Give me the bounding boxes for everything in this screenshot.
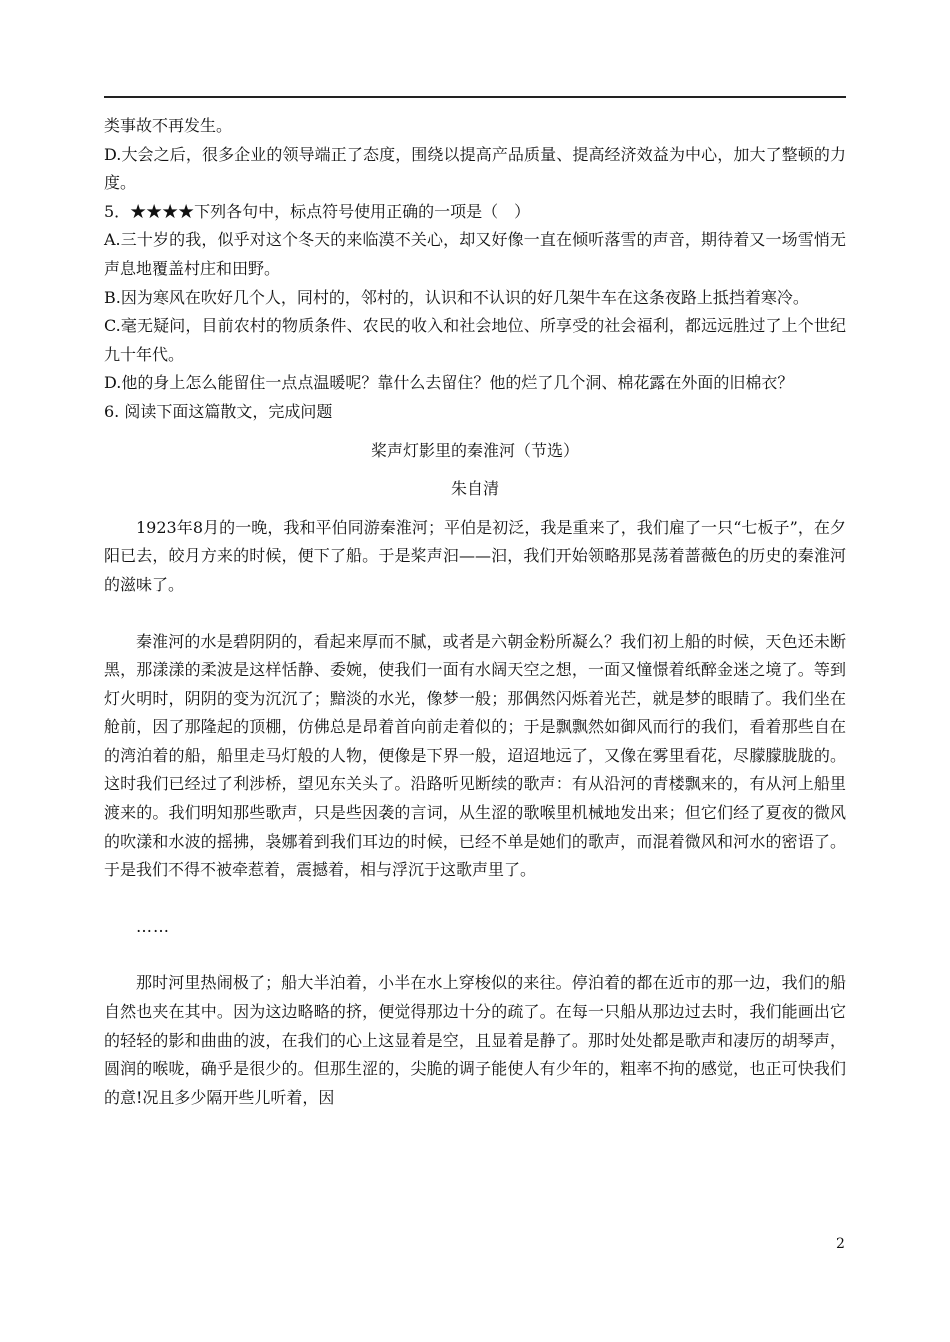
- question-6: 6. 阅读下面这篇散文，完成问题: [104, 401, 333, 421]
- option-b: B.因为寒风在吹好几个人，同村的，邻村的，认识和不认识的好几架牛车在这条夜路上抵挡着寒冷。: [104, 287, 809, 307]
- option-a: A.三十岁的我，似乎对这个冬天的来临漠不关心，却又好像一直在倾听落雪的声音，期待着又一场雪悄无声息地覆盖村庄和田野。: [104, 230, 846, 278]
- essay-title: 桨声灯影里的秦淮河（节选）: [370, 440, 579, 460]
- paragraph-1: 1923年8月的一晚，我和平伯同游秦淮河；平伯是初泛，我是重来了，我们雇了一只“七板子”，在夕阳已去，皎月方来的时候，便下了船。于是桨声汩——汩，我们开始领略那晃荡着蔷薇色的历史的秦淮河的滋味了。: [104, 517, 846, 594]
- question-5: 5．★★★★下列各句中，标点符号使用正确的一项是（ ）: [104, 201, 531, 221]
- option-c: C.毫无疑问，目前农村的物质条件、农民的收入和社会地位、所享受的社会福利，都远远胜过了上个世纪九十年代。: [104, 316, 846, 364]
- option-d: D.他的身上怎么能留住一点点温暖呢？靠什么去留住？他的烂了几个洞、棉花露在外面的旧棉衣？: [104, 373, 794, 393]
- essay-author: 朱自清: [450, 479, 499, 499]
- paragraph-3: 那时河里热闹极了；船大半泊着，小半在水上穿梭似的来往。停泊着的都在近市的那一边，我们的船自然也夹在其中。因为这边略略的挤，便觉得那边十分的疏了。在每一只船从那边过去时，我们能画出它的轻轻的影和曲曲的波，在我们的心上这显着是空，且显着是静了。那时处处都是歌声和凄厉的胡琴声，圆润的喉咙，确乎是很少的。但那生涩的，尖脆的调子能使人有少年的，粗率不拘的感觉，也正可快我们的意!况且多少隔开些儿听着，因: [104, 973, 846, 1107]
- page-number: 2: [836, 1236, 845, 1252]
- page-content: [104, 112, 846, 1112]
- ellipsis: ……: [136, 916, 170, 936]
- option-d-line: D.大会之后，很多企业的领导端正了态度，围绕以提高产品质量、提高经济效益为中心，加大了整顿的力度。: [104, 144, 846, 193]
- paragraph-2: 秦淮河的水是碧阴阴的，看起来厚而不腻，或者是六朝金粉所凝么？我们初上船的时候，天色还未断黑，那漾漾的柔波是这样恬静、委婉，使我们一面有水阔天空之想，一面又憧憬着纸醉金迷之境了。等到灯火明时，阴阴的变为沉沉了；黯淡的水光，像梦一般；那偶然闪烁着光芒，就是梦的眼睛了。我们坐在舱前，因了那隆起的顶棚，仿佛总是昂着首向前走着似的；于是飘飘然如御风而行的我们，看着那些自在的湾泊着的船，船里走马灯般的人物，便像是下界一般，迢迢地远了，又像在雾里看花，尽朦朦胧胧的。这时我们已经过了利涉桥，望见东关头了。沿路听见断续的歌声：有从沿河的青楼飘来的，有从河上船里渡来的。我们明知那些歌声，只是些因袭的言词，从生涩的歌喉里机械地发出来；但它们经了夏夜的微风的吹漾和水波的摇拂，袅娜着到我们耳边的时候，已经不单是她们的歌声，而混着微风和河水的密语了。于是我们不得不被牵惹着，震撼着，相与浮沉于这歌声里了。: [104, 631, 846, 880]
- header-rule: [104, 96, 846, 98]
- text-line: 类事故不再发生。: [104, 116, 233, 135]
